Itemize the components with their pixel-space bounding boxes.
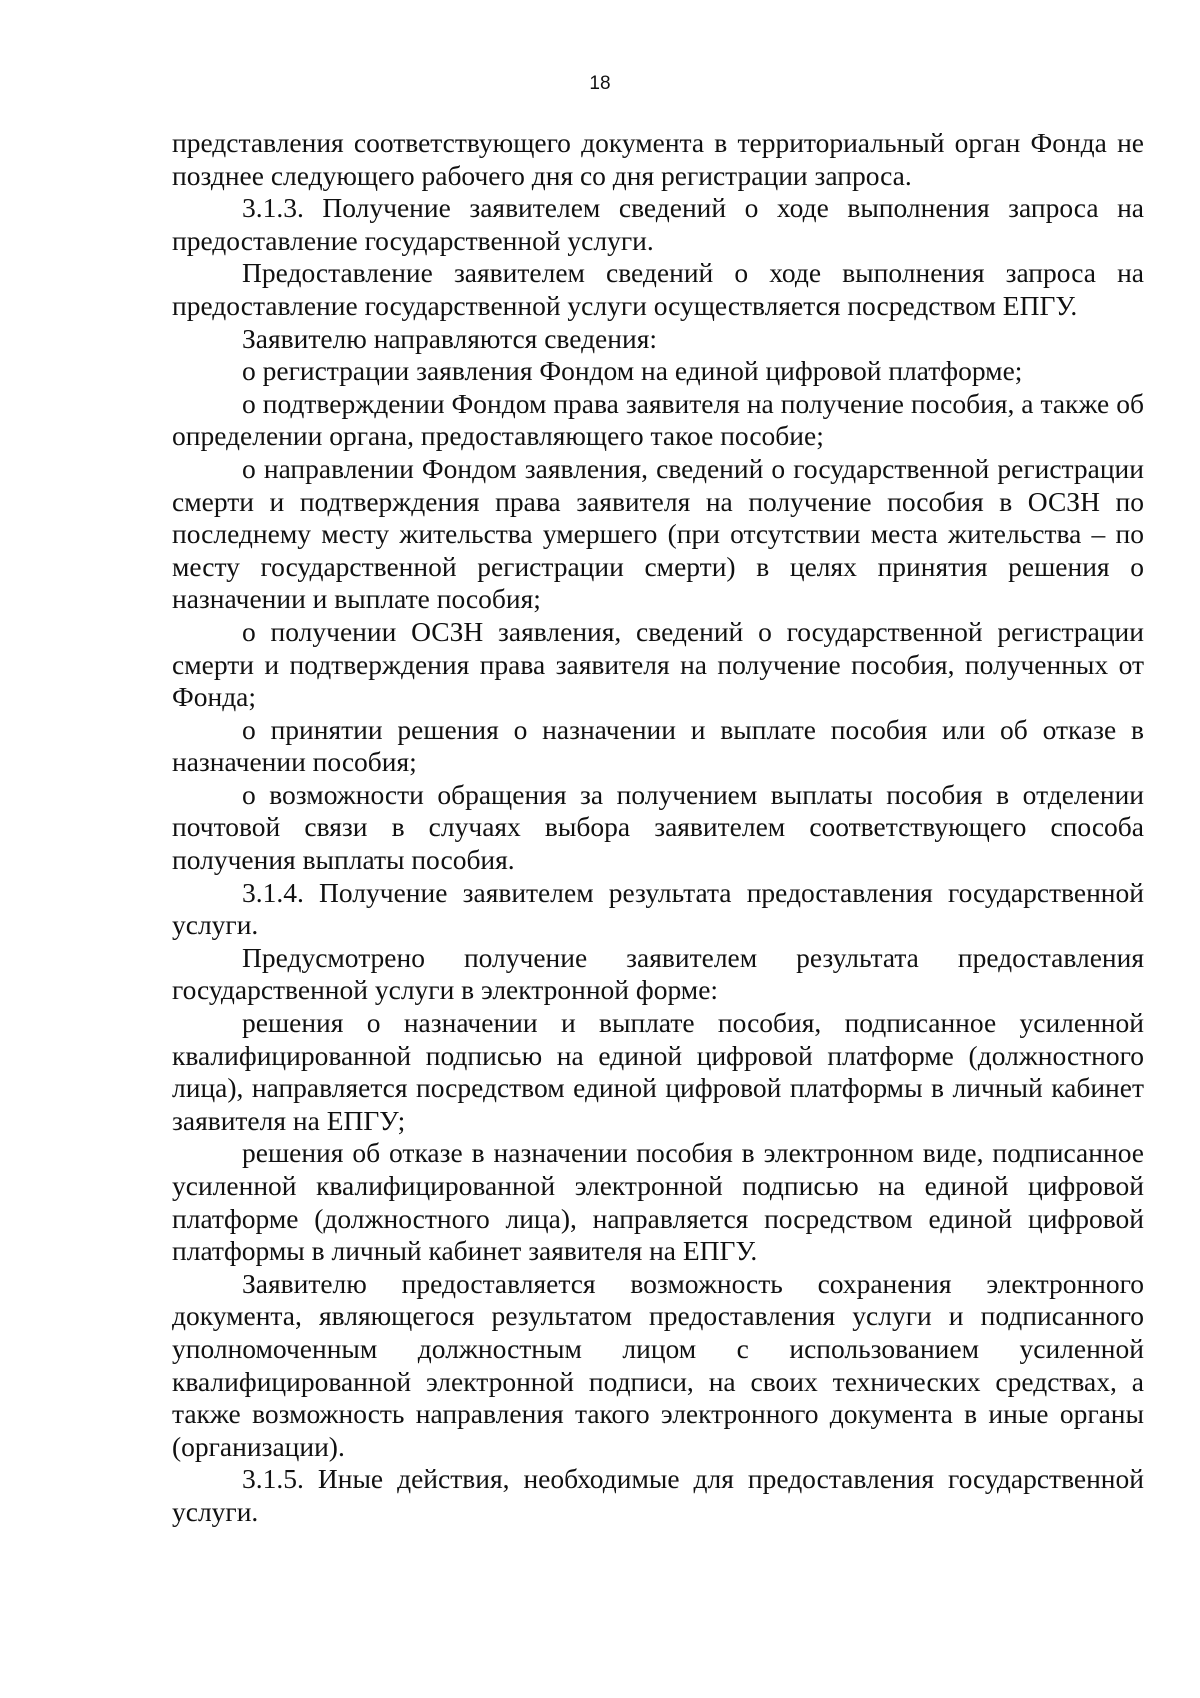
section-heading-3-1-4: 3.1.4. Получение заявителем результата предоставления государственной услуги. <box>172 876 1144 941</box>
paragraph-continuation: представления соответствующего документа в территориальный орган Фонда не позднее следующего рабочего дня со дня регистрации запроса. <box>172 127 1144 191</box>
section-heading-3-1-5: 3.1.5. Иные действия, необходимые для предоставления государственной услуги. <box>172 1463 1144 1527</box>
list-item: решения о назначении и выплате пособия, подписанное усиленной квалифицированной подписью на единой цифровой платформе (должностного лица), направляется посредством единой цифровой платформы в личный кабинет заявителя на ЕПГУ; <box>172 1007 1144 1136</box>
list-item: о направлении Фондом заявления, сведений о государственной регистрации смерти и подтверждения права заявителя на получение пособия в ОСЗН по последнему месту жительства умершего (при отсутствии места жительства – по месту государственной регистрации смерти) в целях принятия решения о назначении и выплате пособия; <box>172 452 1144 615</box>
page-number: 18 <box>589 73 611 94</box>
section-heading-3-1-3: 3.1.3. Получение заявителем сведений о ходе выполнения запроса на предоставление государственной услуги. <box>172 192 1144 256</box>
paragraph: Предусмотрено получение заявителем результата предоставления государственной услуги в электронной форме: <box>172 941 1144 1006</box>
paragraph: Заявителю предоставляется возможность сохранения электронного документа, являющегося результатом предоставления услуги и подписанного уполномоченным должностным лицом с использованием усиленной квалифицированной электронной подписи, на своих технических средствах, а также возможность направления такого электронного документа в иные органы (организации). <box>172 1267 1144 1462</box>
paragraph: Предоставление заявителем сведений о ходе выполнения запроса на предоставление государственной услуги осуществляется посредством ЕПГУ. <box>172 257 1144 321</box>
list-item: о получении ОСЗН заявления, сведений о государственной регистрации смерти и подтверждения права заявителя на получение пособия, полученных от Фонда; <box>172 615 1144 713</box>
list-item: решения об отказе в назначении пособия в электронном виде, подписанное усиленной квалифицированной электронной подписью на единой цифровой платформе (должностного лица), направляется посредством единой цифровой платформы в личный кабинет заявителя на ЕПГУ. <box>172 1137 1144 1267</box>
list-item: о подтверждении Фондом права заявителя на получение пособия, а также об определении органа, предоставляющего такое пособие; <box>172 387 1144 452</box>
paragraph: Заявителю направляются сведения: <box>242 322 657 354</box>
list-item: о регистрации заявления Фондом на единой цифровой платформе; <box>242 355 1023 387</box>
document-body <box>172 127 1144 1529</box>
list-item: о возможности обращения за получением выплаты пособия в отделении почтовой связи в случаях выбора заявителем соответствующего способа получения выплаты пособия. <box>172 778 1144 876</box>
list-item: о принятии решения о назначении и выплате пособия или об отказе в назначении пособия; <box>172 713 1144 778</box>
